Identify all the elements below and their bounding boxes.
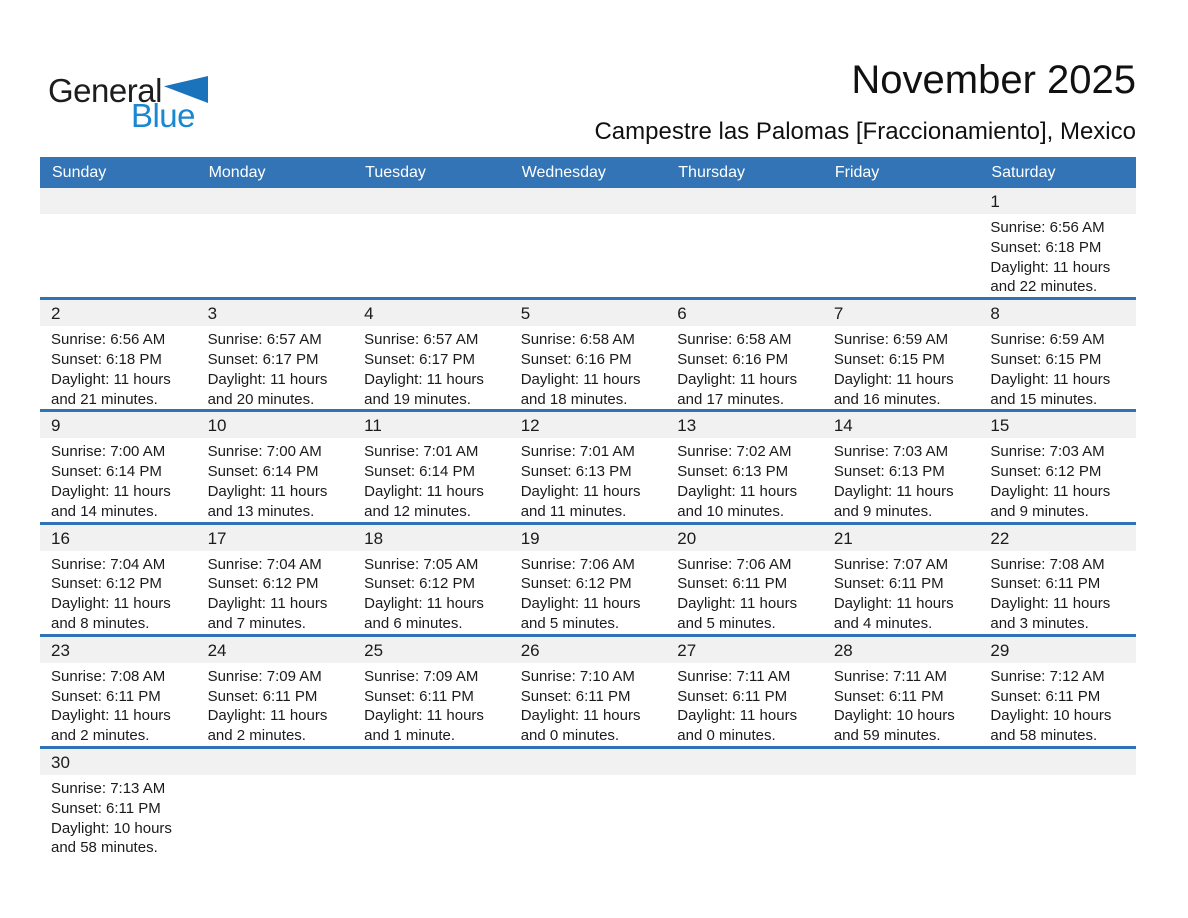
empty-day-cell	[353, 188, 510, 297]
day-sun-details	[353, 551, 510, 634]
day-cell	[353, 412, 510, 521]
detail-line: Sunset: 6:11 PM	[990, 687, 1101, 705]
day-cell	[510, 300, 667, 409]
week-row	[40, 746, 1136, 858]
detail-line: Daylight: 11 hours	[207, 370, 328, 388]
date-number	[979, 749, 1136, 775]
day-sun-details	[510, 326, 667, 409]
detail-line: and 21 minutes.	[51, 390, 158, 408]
detail-line: Sunrise: 7:05 AM	[364, 555, 479, 573]
day-sun-details	[353, 326, 510, 409]
detail-line: Daylight: 10 hours	[990, 707, 1112, 725]
day-sun-details	[666, 775, 823, 779]
day-sun-details	[510, 551, 667, 634]
detail-line: Sunset: 6:13 PM	[677, 463, 789, 481]
weekday-sunday: Sunday	[52, 163, 107, 181]
detail-line: Daylight: 11 hours	[520, 707, 641, 725]
day-cell	[823, 637, 980, 746]
day-sun-details	[40, 326, 197, 409]
day-sun-details	[197, 551, 354, 634]
day-cell	[666, 525, 823, 634]
day-sun-details	[979, 214, 1136, 297]
detail-line: Daylight: 10 hours	[51, 819, 172, 837]
detail-line: Sunset: 6:12 PM	[520, 575, 632, 593]
weekday-wednesday: Wednesday	[521, 163, 606, 181]
day-sun-details	[666, 326, 823, 409]
detail-line: and 13 minutes.	[207, 502, 315, 520]
empty-day-cell	[979, 749, 1136, 858]
day-cell	[197, 300, 354, 409]
date-number: 1	[979, 188, 1136, 214]
day-cell	[40, 637, 197, 746]
detail-line: Sunrise: 6:58 AM	[520, 331, 635, 349]
day-cell	[979, 637, 1136, 746]
detail-line: Daylight: 11 hours	[833, 595, 954, 613]
day-sun-details	[197, 775, 354, 779]
detail-line: Daylight: 11 hours	[51, 707, 171, 725]
weekday-friday: Friday	[834, 163, 880, 181]
detail-line: Sunrise: 7:00 AM	[207, 443, 322, 461]
detail-line: Sunrise: 7:08 AM	[990, 555, 1105, 573]
detail-line: Sunset: 6:11 PM	[520, 687, 631, 705]
day-sun-details	[823, 775, 980, 779]
detail-line: Daylight: 11 hours	[990, 595, 1111, 613]
day-sun-details	[40, 775, 197, 858]
day-cell	[40, 300, 197, 409]
logo-text-general: General	[48, 72, 162, 109]
week-row	[40, 297, 1136, 409]
date-number: 2	[40, 300, 197, 326]
date-number: 11	[353, 412, 510, 438]
detail-line: Sunset: 6:11 PM	[833, 575, 944, 593]
detail-line: and 16 minutes.	[833, 390, 941, 408]
date-number	[197, 188, 354, 214]
day-cell	[40, 749, 197, 858]
date-number: 19	[510, 525, 667, 551]
day-sun-details	[823, 663, 980, 746]
detail-line: and 0 minutes.	[677, 727, 776, 745]
day-cell	[823, 412, 980, 521]
day-sun-details	[353, 663, 510, 746]
day-cell	[353, 525, 510, 634]
detail-line: Sunrise: 7:13 AM	[51, 779, 166, 797]
detail-line: Daylight: 11 hours	[990, 370, 1111, 388]
day-cell	[40, 525, 197, 634]
date-number: 21	[823, 525, 980, 551]
date-number: 12	[510, 412, 667, 438]
date-number: 16	[40, 525, 197, 551]
day-cell	[823, 300, 980, 409]
detail-line: and 2 minutes.	[207, 727, 306, 745]
location-subtitle: Campestre las Palomas [Fraccionamiento], Mexico	[594, 118, 1136, 145]
day-sun-details	[40, 663, 197, 746]
detail-line: and 5 minutes.	[520, 614, 620, 632]
detail-line: and 1 minute.	[364, 727, 456, 745]
detail-line: Daylight: 11 hours	[677, 595, 798, 613]
detail-line: Sunrise: 7:06 AM	[677, 555, 792, 573]
detail-line: and 9 minutes.	[833, 502, 933, 520]
detail-line: Sunset: 6:11 PM	[51, 687, 161, 705]
empty-day-cell	[510, 188, 667, 297]
date-number	[40, 188, 197, 214]
date-number: 22	[979, 525, 1136, 551]
detail-line: Sunset: 6:18 PM	[51, 350, 162, 368]
day-sun-details	[40, 214, 197, 218]
date-number: 27	[666, 637, 823, 663]
weekday-header-row	[40, 157, 1136, 188]
day-cell	[353, 637, 510, 746]
detail-line: Sunrise: 6:56 AM	[51, 331, 166, 349]
date-number: 23	[40, 637, 197, 663]
date-number: 8	[979, 300, 1136, 326]
day-sun-details	[823, 326, 980, 409]
detail-line: Sunset: 6:11 PM	[207, 687, 318, 705]
date-number: 26	[510, 637, 667, 663]
date-number: 29	[979, 637, 1136, 663]
empty-day-cell	[353, 749, 510, 858]
detail-line: and 20 minutes.	[207, 390, 315, 408]
day-sun-details	[353, 775, 510, 779]
detail-line: and 4 minutes.	[833, 614, 933, 632]
detail-line: Sunset: 6:15 PM	[990, 350, 1102, 368]
detail-line: Sunset: 6:16 PM	[520, 350, 632, 368]
day-sun-details	[197, 663, 354, 746]
detail-line: Daylight: 11 hours	[364, 707, 484, 725]
detail-line: Sunrise: 7:03 AM	[990, 443, 1105, 461]
detail-line: Daylight: 11 hours	[990, 482, 1111, 500]
detail-line: and 3 minutes.	[990, 614, 1089, 632]
day-cell	[40, 412, 197, 521]
detail-line: Daylight: 10 hours	[833, 707, 955, 725]
detail-line: Daylight: 11 hours	[51, 482, 171, 500]
day-cell	[979, 300, 1136, 409]
detail-line: and 17 minutes.	[677, 390, 785, 408]
detail-line: Sunset: 6:14 PM	[364, 463, 476, 481]
detail-line: and 12 minutes.	[364, 502, 471, 520]
detail-line: and 8 minutes.	[51, 614, 150, 632]
detail-line: Sunrise: 7:02 AM	[677, 443, 792, 461]
detail-line: Sunset: 6:11 PM	[364, 687, 474, 705]
day-sun-details	[666, 551, 823, 634]
day-sun-details	[40, 438, 197, 521]
detail-line: Daylight: 11 hours	[207, 707, 328, 725]
detail-line: Sunrise: 7:04 AM	[51, 555, 166, 573]
day-cell	[666, 637, 823, 746]
detail-line: Sunrise: 6:57 AM	[364, 331, 479, 349]
date-number: 20	[666, 525, 823, 551]
date-number: 10	[197, 412, 354, 438]
date-number: 14	[823, 412, 980, 438]
day-sun-details	[353, 214, 510, 218]
week-row	[40, 188, 1136, 297]
detail-line: Sunrise: 7:07 AM	[833, 555, 949, 573]
empty-day-cell	[666, 749, 823, 858]
detail-line: Sunset: 6:11 PM	[990, 575, 1101, 593]
empty-day-cell	[40, 188, 197, 297]
day-sun-details	[979, 663, 1136, 746]
detail-line: Sunset: 6:12 PM	[990, 463, 1102, 481]
date-number: 15	[979, 412, 1136, 438]
empty-day-cell	[823, 749, 980, 858]
detail-line: Sunset: 6:17 PM	[364, 350, 476, 368]
detail-line: Sunset: 6:11 PM	[833, 687, 944, 705]
detail-line: and 5 minutes.	[677, 614, 776, 632]
detail-line: Daylight: 11 hours	[677, 482, 798, 500]
detail-line: Sunrise: 7:01 AM	[520, 443, 635, 461]
empty-day-cell	[823, 188, 980, 297]
date-number: 28	[823, 637, 980, 663]
day-sun-details	[353, 438, 510, 521]
detail-line: and 22 minutes.	[990, 278, 1098, 296]
day-sun-details	[666, 214, 823, 218]
week-row	[40, 522, 1136, 634]
detail-line: Daylight: 11 hours	[364, 370, 484, 388]
detail-line: Daylight: 11 hours	[833, 370, 954, 388]
date-number	[353, 188, 510, 214]
detail-line: and 58 minutes.	[990, 727, 1098, 745]
detail-line: and 18 minutes.	[520, 390, 628, 408]
detail-line: Sunset: 6:15 PM	[833, 350, 945, 368]
day-cell	[666, 300, 823, 409]
date-number: 13	[666, 412, 823, 438]
detail-line: Sunrise: 7:11 AM	[833, 667, 947, 685]
detail-line: and 15 minutes.	[990, 390, 1098, 408]
detail-line: and 58 minutes.	[51, 839, 158, 857]
detail-line: and 14 minutes.	[51, 502, 158, 520]
logo-text-blue: Blue	[130, 97, 195, 134]
detail-line: and 9 minutes.	[990, 502, 1089, 520]
day-sun-details	[510, 775, 667, 779]
day-sun-details	[666, 663, 823, 746]
weekday-monday: Monday	[208, 163, 266, 181]
detail-line: Daylight: 11 hours	[207, 482, 328, 500]
detail-line: and 10 minutes.	[677, 502, 785, 520]
weekday-saturday: Saturday	[991, 163, 1056, 181]
detail-line: Daylight: 11 hours	[520, 482, 641, 500]
week-row	[40, 634, 1136, 746]
day-cell	[979, 412, 1136, 521]
day-sun-details	[510, 663, 667, 746]
detail-line: Daylight: 11 hours	[51, 370, 171, 388]
day-sun-details	[979, 326, 1136, 409]
detail-line: and 2 minutes.	[51, 727, 150, 745]
date-number: 24	[197, 637, 354, 663]
day-sun-details	[197, 438, 354, 521]
calendar-table	[40, 157, 1136, 858]
detail-line: Daylight: 11 hours	[677, 370, 798, 388]
general-blue-logo	[48, 74, 208, 132]
detail-line: Sunset: 6:11 PM	[677, 687, 788, 705]
day-cell	[197, 412, 354, 521]
detail-line: Sunrise: 7:08 AM	[51, 667, 166, 685]
day-sun-details	[197, 326, 354, 409]
day-sun-details	[197, 214, 354, 218]
date-number	[510, 749, 667, 775]
empty-day-cell	[197, 749, 354, 858]
detail-line: Sunrise: 6:59 AM	[833, 331, 949, 349]
detail-line: Sunset: 6:13 PM	[833, 463, 945, 481]
detail-line: Sunrise: 7:10 AM	[520, 667, 635, 685]
detail-line: Daylight: 11 hours	[833, 482, 954, 500]
detail-line: Sunset: 6:12 PM	[207, 575, 319, 593]
detail-line: Sunset: 6:12 PM	[51, 575, 162, 593]
detail-line: Sunrise: 7:03 AM	[833, 443, 949, 461]
detail-line: Sunrise: 7:12 AM	[990, 667, 1105, 685]
detail-line: Sunset: 6:17 PM	[207, 350, 319, 368]
day-cell	[353, 300, 510, 409]
detail-line: Sunset: 6:13 PM	[520, 463, 632, 481]
date-number	[666, 188, 823, 214]
date-number: 7	[823, 300, 980, 326]
day-cell	[979, 525, 1136, 634]
detail-line: Daylight: 11 hours	[364, 482, 484, 500]
day-sun-details	[823, 214, 980, 218]
day-cell	[666, 412, 823, 521]
detail-line: Sunrise: 6:58 AM	[677, 331, 792, 349]
page-title: November 2025	[851, 58, 1136, 102]
detail-line: Sunset: 6:11 PM	[677, 575, 788, 593]
detail-line: Sunset: 6:18 PM	[990, 238, 1102, 256]
detail-line: Daylight: 11 hours	[990, 258, 1111, 276]
detail-line: and 6 minutes.	[364, 614, 463, 632]
detail-line: Daylight: 11 hours	[520, 370, 641, 388]
detail-line: Sunset: 6:14 PM	[51, 463, 162, 481]
detail-line: Sunrise: 6:57 AM	[207, 331, 322, 349]
detail-line: Daylight: 11 hours	[51, 595, 171, 613]
detail-line: Daylight: 11 hours	[520, 595, 641, 613]
day-cell	[823, 525, 980, 634]
empty-day-cell	[197, 188, 354, 297]
detail-line: and 0 minutes.	[520, 727, 620, 745]
date-number: 18	[353, 525, 510, 551]
detail-line: Sunrise: 6:56 AM	[990, 219, 1105, 236]
date-number	[666, 749, 823, 775]
detail-line: Sunrise: 7:09 AM	[364, 667, 479, 685]
day-cell	[510, 525, 667, 634]
day-sun-details	[666, 438, 823, 521]
date-number: 5	[510, 300, 667, 326]
detail-line: Sunrise: 7:01 AM	[364, 443, 479, 461]
detail-line: Sunrise: 7:11 AM	[677, 667, 791, 685]
date-number	[353, 749, 510, 775]
day-cell	[197, 525, 354, 634]
day-sun-details	[40, 551, 197, 634]
detail-line: Sunset: 6:16 PM	[677, 350, 789, 368]
date-number	[197, 749, 354, 775]
day-sun-details	[823, 551, 980, 634]
date-number: 4	[353, 300, 510, 326]
detail-line: and 59 minutes.	[833, 727, 941, 745]
day-sun-details	[510, 214, 667, 218]
weekday-tuesday: Tuesday	[365, 163, 426, 181]
date-number: 30	[40, 749, 197, 775]
date-number: 6	[666, 300, 823, 326]
day-sun-details	[510, 438, 667, 521]
date-number: 17	[197, 525, 354, 551]
date-number	[823, 188, 980, 214]
day-cell	[510, 412, 667, 521]
empty-day-cell	[510, 749, 667, 858]
date-number	[823, 749, 980, 775]
detail-line: Daylight: 11 hours	[677, 707, 798, 725]
detail-line: Sunrise: 7:00 AM	[51, 443, 166, 461]
detail-line: Daylight: 11 hours	[207, 595, 328, 613]
detail-line: Sunset: 6:11 PM	[51, 799, 161, 817]
date-number: 3	[197, 300, 354, 326]
date-number: 9	[40, 412, 197, 438]
day-sun-details	[823, 438, 980, 521]
day-sun-details	[979, 775, 1136, 779]
day-sun-details	[979, 551, 1136, 634]
week-row	[40, 409, 1136, 521]
day-cell	[979, 188, 1136, 297]
detail-line: Sunrise: 7:06 AM	[520, 555, 635, 573]
day-sun-details	[979, 438, 1136, 521]
detail-line: Daylight: 11 hours	[364, 595, 484, 613]
detail-line: Sunrise: 7:04 AM	[207, 555, 322, 573]
calendar-body	[40, 188, 1136, 858]
detail-line: and 7 minutes.	[207, 614, 306, 632]
empty-day-cell	[666, 188, 823, 297]
detail-line: Sunset: 6:12 PM	[364, 575, 476, 593]
detail-line: Sunrise: 6:59 AM	[990, 331, 1105, 349]
detail-line: and 11 minutes.	[520, 502, 627, 520]
day-cell	[197, 637, 354, 746]
day-cell	[510, 637, 667, 746]
detail-line: Sunset: 6:14 PM	[207, 463, 319, 481]
detail-line: Sunrise: 7:09 AM	[207, 667, 322, 685]
detail-line: and 19 minutes.	[364, 390, 471, 408]
date-number	[510, 188, 667, 214]
date-number: 25	[353, 637, 510, 663]
weekday-thursday: Thursday	[678, 163, 745, 181]
